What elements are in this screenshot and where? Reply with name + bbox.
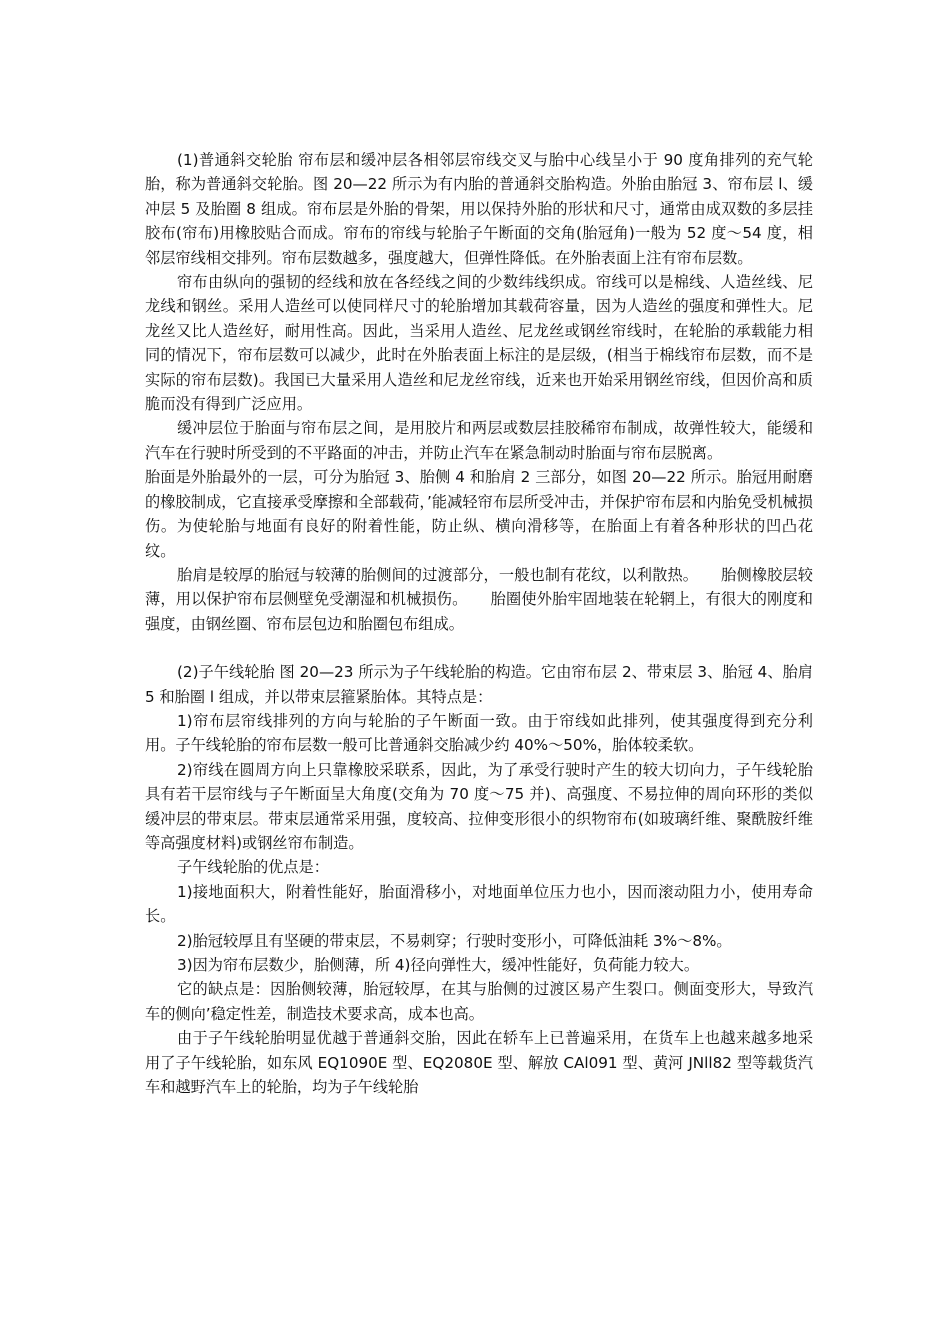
paragraph-advantage-3-4: 3)因为帘布层数少，胎侧薄，所 4)径向弹性大，缓冲性能好，负荷能力较大。 [177, 956, 700, 974]
paragraph-cord-fabric: 帘布由纵向的强韧的经线和放在各经线之间的少数纬线织成。帘线可以是棉线、人造丝线、尼龙线和钢丝。采用人造丝可以使同样尺寸的轮胎增加其载荷容量，因为人造丝的强度和弹性大。尼龙丝又比人造丝好，耐用性高。因此，当采用人造丝、尼龙丝或钢丝帘线时，在轮胎的承载能力相同的情况下，帘布层数可以减少，此时在外胎表面上标注的是层级，(相当于棉线帘布层数，而不是实际的帘布层数)。我国已大量采用人造丝和尼龙丝帘线，近来也开始采用钢丝帘线，但因价高和质脆而没有得到广泛应用。 [145, 273, 813, 414]
document-body [145, 148, 813, 1099]
paragraph-radial-feature-2: 2)帘线在圆周方向上只靠橡胶采联系，因此，为了承受行驶时产生的较大切向力，子午线轮胎具有若干层帘线与子午断面呈大角度(交角为 70 度～75 并)、高强度、不易拉伸的周向环形的类似缓冲层的带束层。带束层通常采用强，度较高、拉伸变形很小的织物帘布(如玻璃纤维、聚酰胺纤维等高强度材料)或钢丝帘布制造。 [145, 760, 813, 852]
paragraph-breaker-layer: 缓冲层位于胎面与帘布层之间，是用胶片和两层或数层挂胶稀帘布制成，故弹性较大，能缓和汽车在行驶时所受到的不平路面的冲击，并防止汽车在紧急制动时胎面与帘布层脱离。 [145, 419, 813, 462]
section-spacer [145, 636, 813, 660]
paragraph-disadvantages: 它的缺点是：因胎侧较薄，胎冠较厚，在其与胎侧的过渡区易产生裂口。侧面变形大，导致汽车的侧向’稳定性差，制造技术要求高，成本也高。 [145, 980, 813, 1023]
paragraph-advantage-2: 2)胎冠较厚且有坚硬的带束层，不易刺穿；行驶时变形小，可降低油耗 3%～8%。 [177, 931, 732, 950]
paragraph-shoulder-sidewall-bead: 胎肩是较厚的胎冠与较薄的胎侧间的过渡部分，一般也制有花纹，以利散热。 胎侧橡胶层较薄，用以保护帘布层侧壁免受潮湿和机械损伤。 胎圈使外胎牢固地装在轮辋上，有很大的刚度和强度，由钢丝圈、帘布层包边和胎圈包布组成。 [145, 565, 813, 633]
paragraph-advantage-1: 1)接地面积大，附着性能好，胎面滑移小，对地面单位压力也小，因而滚动阻力小，使用寿命长。 [145, 882, 813, 926]
paragraph-bias-tire-intro: (1)普通斜交轮胎 帘布层和缓冲层各相邻层帘线交叉与胎中心线呈小于 90 度角排列的充气轮胎，称为普通斜交轮胎。图 20—22 所示为有内胎的普通斜交胎构造。外胎由胎冠 3、帘布层 l、缓冲层 5 及胎圈 8 组成。帘布层是外胎的骨架，用以保持外胎的形状和尺寸，通常由成双数的多层挂胶布(帘布)用橡胶贴合而成。帘布的帘线与轮胎子午断面的交角(胎冠角)一般为 52 度～54 度，相邻层帘线相交排列。帘布层数越多，强度越大，但弹性降低。在外胎表面上注有帘布层数。 [145, 151, 813, 267]
paragraph-advantages-heading: 子午线轮胎的优点是： [177, 858, 329, 877]
paragraph-adoption: 由于子午线轮胎明显优越于普通斜交胎，因此在轿车上已普遍采用，在货车上也越来越多地采用了子午线轮胎，如东风 EQ1090E 型、EQ2080E 型、解放 CAl091 型、黄河 JNll82 型等载货汽车和越野汽车上的轮胎，均为子午线轮胎 [145, 1029, 813, 1097]
paragraph-radial-tire-intro: (2)子午线轮胎 图 20—23 所示为子午线轮胎的构造。它由帘布层 2、带束层 3、胎冠 4、胎肩 5 和胎圈 l 组成，并以带束层箍紧胎体。其特点是： [145, 663, 813, 706]
paragraph-radial-feature-1: 1)帘布层帘线排列的方向与轮胎的子午断面一致。由于帘线如此排列，使其强度得到充分利用。子午线轮胎的帘布层数一般可比普通斜交胎减少约 40%～50%，胎体较柔软。 [145, 711, 813, 755]
paragraph-tread: 胎面是外胎最外的一层，可分为胎冠 3、胎侧 4 和胎肩 2 三部分，如图 20—22 所示。胎冠用耐磨的橡胶制成，它直接承受摩擦和全部载荷，’能减轻帘布层所受冲击，并保护帘布层和内胎免受机械损伤。为使轮胎与地面有良好的附着性能，防止纵、横向滑移等，在胎面上有着各种形状的凹凸花纹。 [145, 468, 813, 560]
